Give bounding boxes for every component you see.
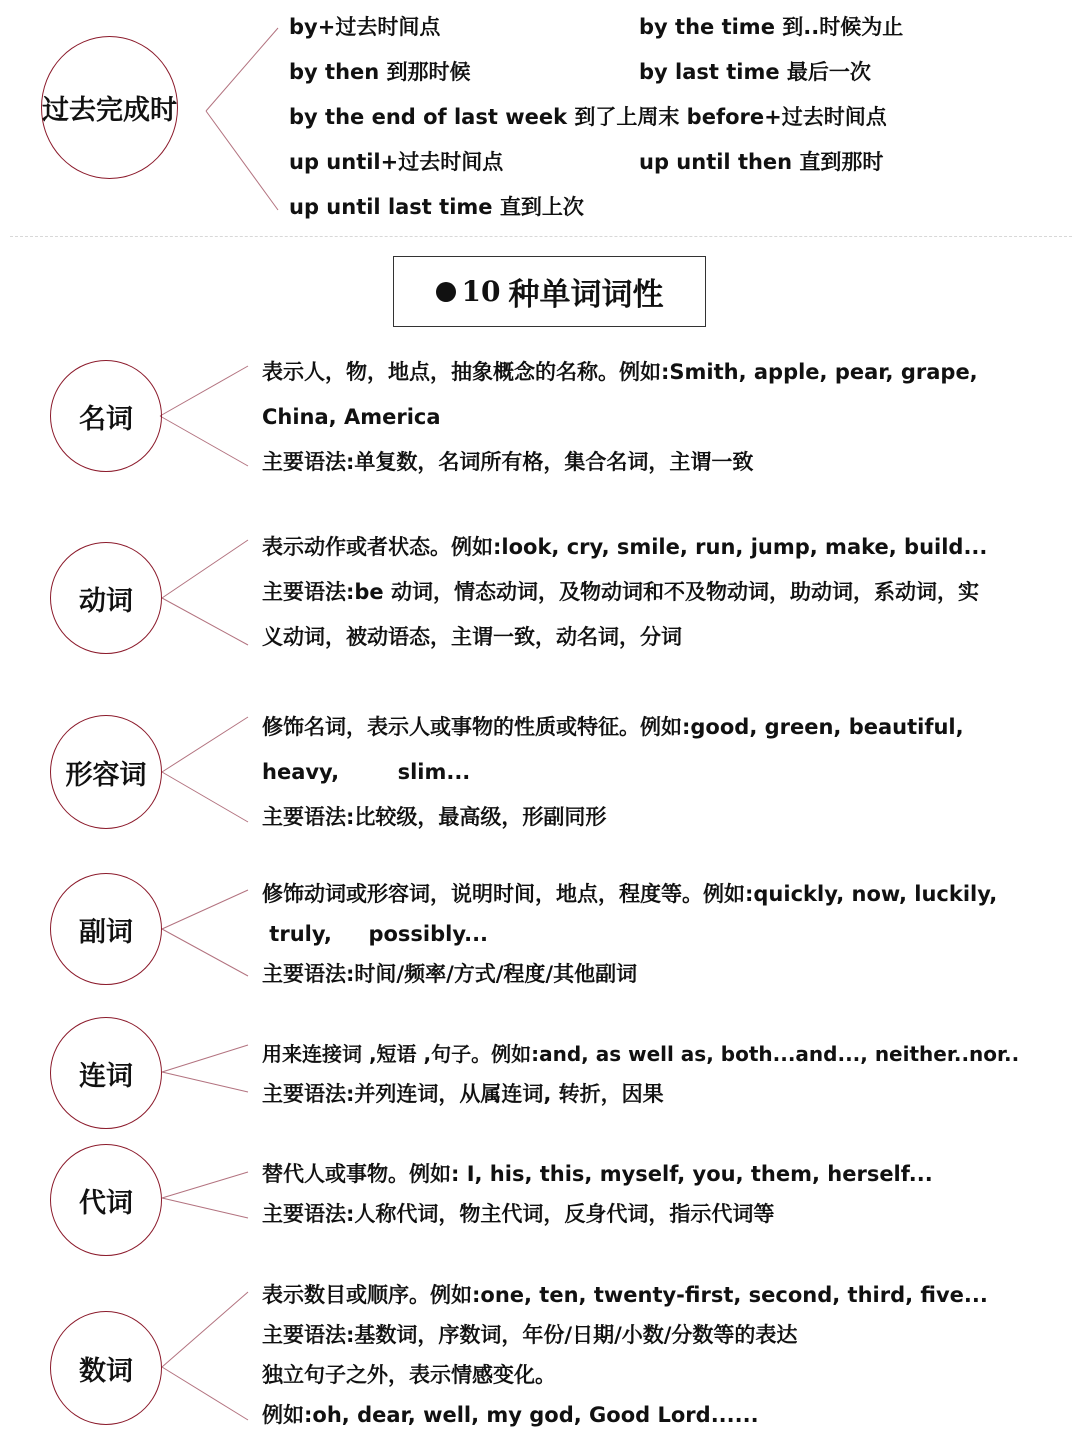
pronoun-definition-line: 替代人或事物。例如: I, his, this, myself, you, them, herself... [262, 1162, 933, 1186]
adverb-label: 副词 [79, 916, 133, 948]
phrase-by-end-of-last-week: by the end of last week 到了上周末 before+过去时间点 [289, 105, 887, 129]
section-title-number: 10 [461, 275, 501, 308]
adverb-circle [50, 873, 162, 985]
phrase-up-until-then: up until then 直到那时 [639, 150, 884, 174]
phrase-up-until-last-time: up until last time 直到上次 [289, 195, 584, 219]
noun-label: 名词 [79, 403, 133, 435]
noun-definition-line-1: 表示人，物，地点，抽象概念的名称。例如:Smith, apple, pear, grape, [262, 360, 978, 384]
noun-grammar-line: 主要语法:单复数，名词所有格，集合名词，主谓一致 [262, 450, 754, 474]
section-title-text: 种单词词性 [508, 277, 664, 313]
noun-definition-line-2: China, America [262, 405, 441, 429]
adverb-grammar-line: 主要语法:时间/频率/方式/程度/其他副词 [262, 962, 638, 986]
past-perfect-label: 过去完成时 [42, 95, 177, 126]
adjective-definition-line-1: 修饰名词，表示人或事物的性质或特征。例如:good, green, beautiful, [262, 715, 964, 739]
bullet-icon [436, 282, 456, 302]
interjection-definition-line: 独立句子之外，表示情感变化。 [262, 1363, 556, 1387]
phrase-by-then: by then 到那时候 [289, 60, 471, 84]
adverb-definition-line-2: truly, possibly... [262, 922, 489, 946]
conjunction-grammar-line: 主要语法:并列连词，从属连词, 转折，因果 [262, 1082, 664, 1106]
pronoun-circle [50, 1144, 162, 1256]
section-title-box [393, 256, 706, 327]
numeral-grammar-line: 主要语法:基数词，序数词，年份/日期/小数/分数等的表达 [262, 1323, 798, 1347]
adjective-circle [50, 715, 162, 829]
verb-grammar-line-2: 义动词，被动语态，主谓一致，动名词，分词 [262, 625, 682, 649]
verb-circle [50, 542, 162, 654]
past-perfect-circle [41, 36, 178, 179]
conjunction-label: 连词 [79, 1060, 133, 1092]
adjective-definition-line-2: heavy, slim... [262, 760, 471, 784]
numeral-definition-line: 表示数目或顺序。例如:one, ten, twenty-first, second, third, five... [262, 1283, 988, 1307]
numeral-label: 数词 [79, 1355, 133, 1387]
section-divider [10, 236, 1072, 237]
pronoun-grammar-line: 主要语法:人称代词，物主代词，反身代词，指示代词等 [262, 1202, 775, 1226]
interjection-example-line: 例如:oh, dear, well, my god, Good Lord...... [262, 1403, 759, 1427]
phrase-by-last-time: by last time 最后一次 [639, 60, 871, 84]
phrase-up-until-past-time: up until+过去时间点 [289, 150, 504, 174]
verb-grammar-line-1: 主要语法:be 动词，情态动词，及物动词和不及物动词，助动词，系动词，实 [262, 580, 979, 604]
conjunction-circle [50, 1017, 162, 1129]
noun-circle [50, 360, 162, 472]
numeral-circle [50, 1311, 162, 1425]
phrase-by-the-time: by the time 到..时候为止 [639, 15, 904, 39]
verb-label: 动词 [79, 585, 133, 617]
phrase-by-past-time: by+过去时间点 [289, 15, 441, 39]
pronoun-label: 代词 [79, 1187, 133, 1219]
adverb-definition-line-1: 修饰动词或形容词，说明时间，地点，程度等。例如:quickly, now, luckily, [262, 882, 998, 906]
verb-definition-line: 表示动作或者状态。例如:look, cry, smile, run, jump, make, build... [262, 535, 988, 559]
adjective-label: 形容词 [65, 759, 147, 791]
adjective-grammar-line: 主要语法:比较级，最高级，形副同形 [262, 805, 607, 829]
conjunction-definition-line: 用来连接词 ,短语 ,句子。例如:and, as well as, both...and..., neither..nor.. [262, 1042, 1020, 1066]
